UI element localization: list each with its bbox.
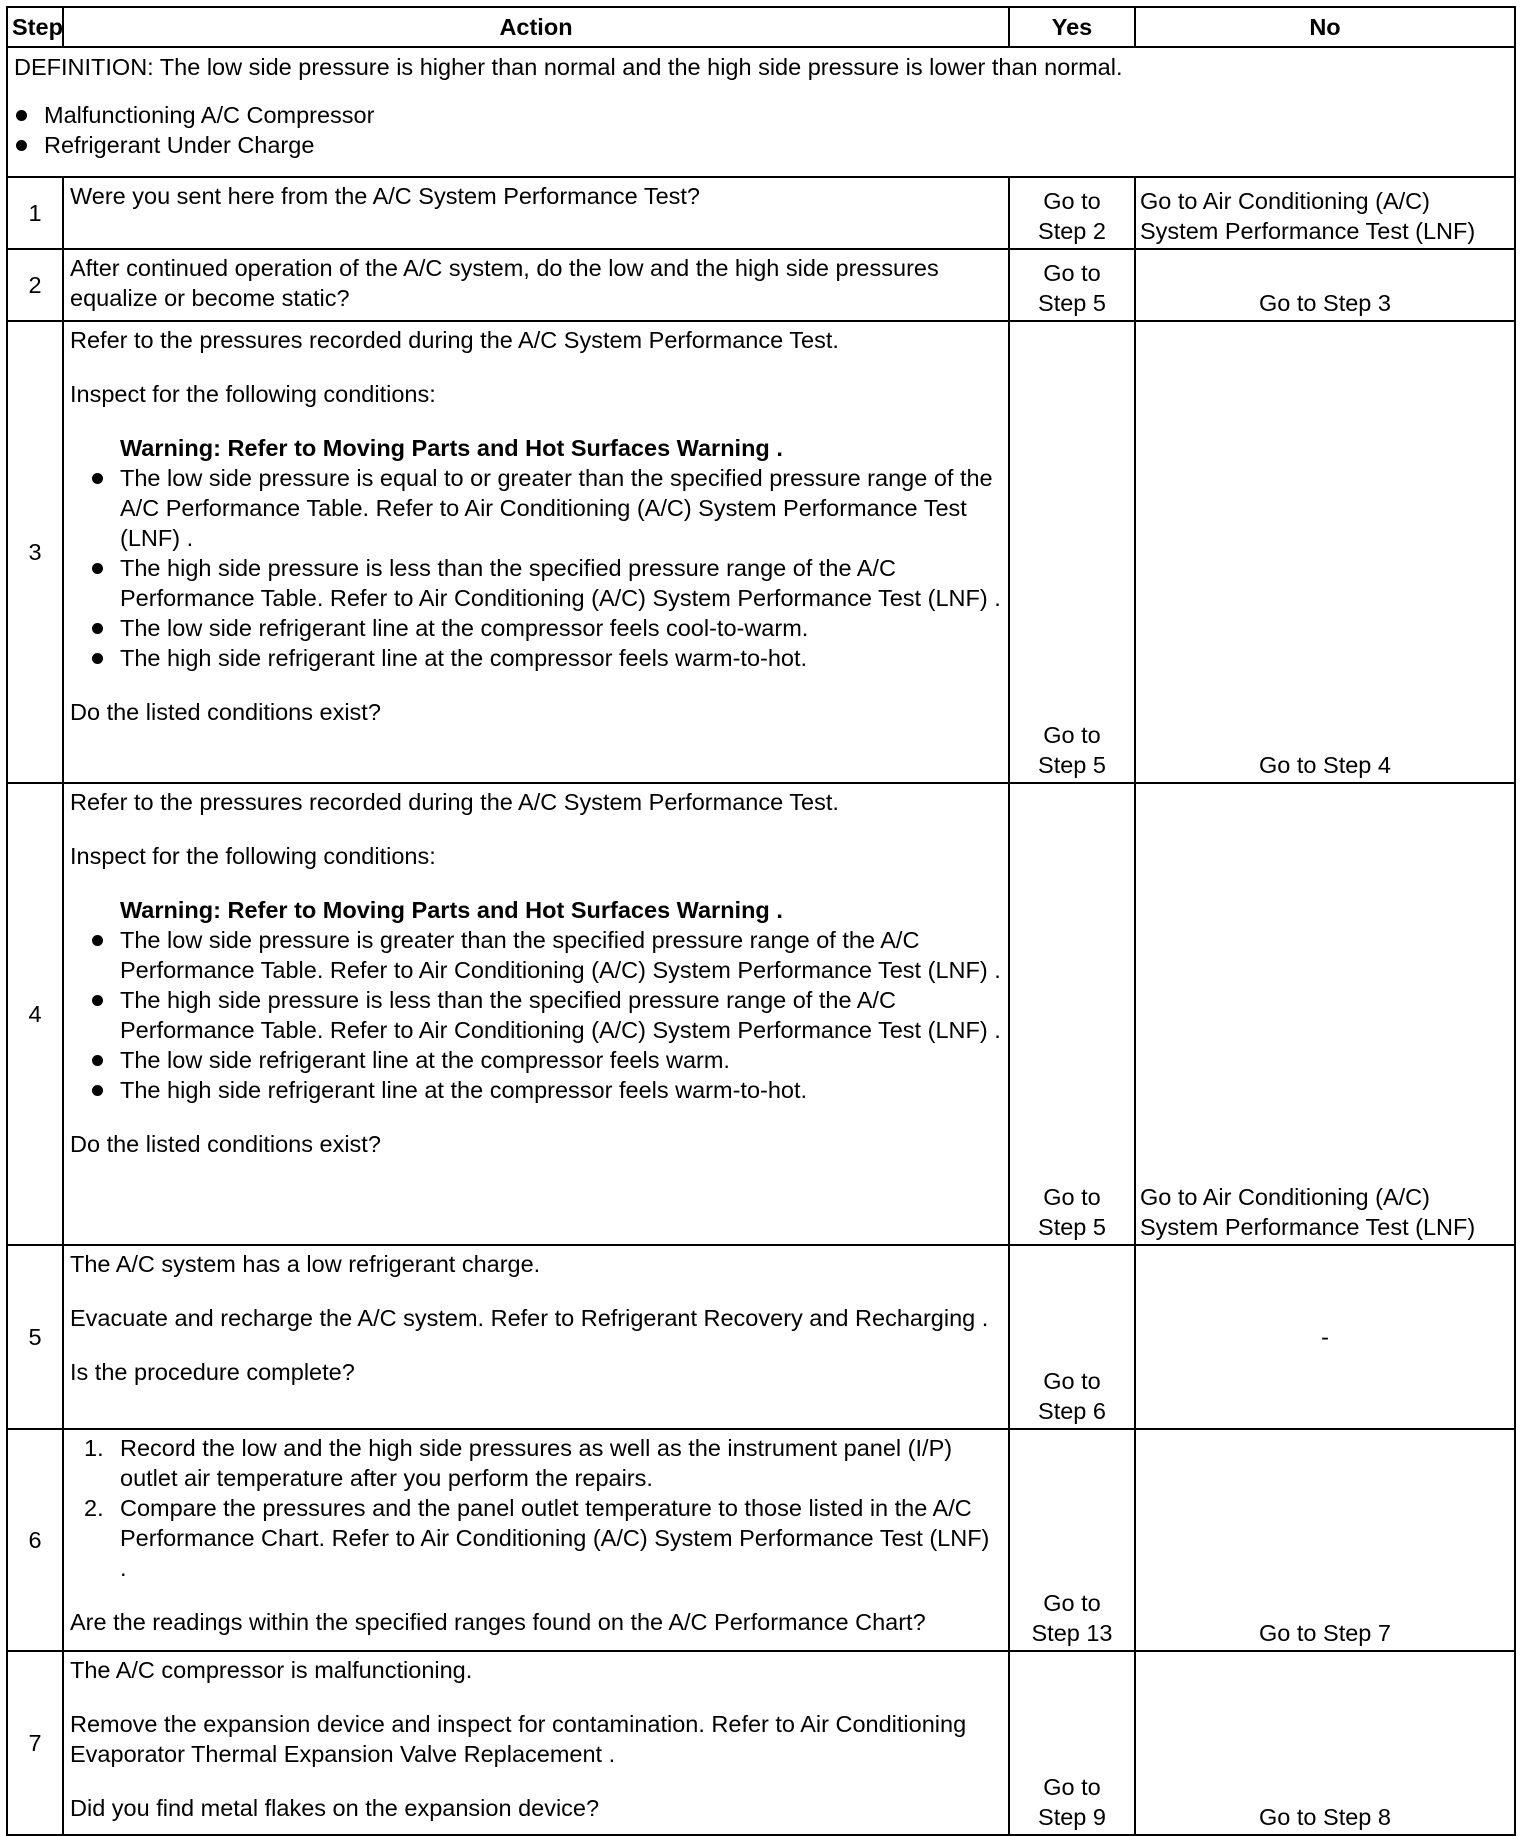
step-number: 4 [7, 783, 63, 1245]
no-link: Go to Step 3 [1259, 290, 1391, 316]
procedure-item-number: 1. [84, 1435, 104, 1461]
yes-go-to: Go to [1043, 188, 1101, 214]
step-action [63, 1429, 1009, 1651]
step-number: 2 [7, 249, 63, 321]
step-number: 6 [7, 1429, 63, 1651]
condition-list [70, 463, 1002, 673]
yes-cell [1009, 1429, 1135, 1651]
diagnostic-table [6, 6, 1516, 1836]
procedure-item [70, 1433, 1002, 1493]
header-no: No [1135, 7, 1515, 47]
cause-list [0, 100, 1508, 160]
warning-text: Warning: Refer to Moving Parts and Hot Surfaces Warning . [120, 435, 783, 461]
yes-step: Step 5 [1038, 290, 1106, 316]
no-cell [1135, 783, 1515, 1245]
definition-text: DEFINITION: The low side pressure is higher than normal and the high side pressure is lower than normal. [14, 54, 1123, 80]
header-row [7, 7, 1515, 47]
step-question: Is the procedure complete? [70, 1359, 355, 1385]
step-number: 1 [7, 177, 63, 249]
step-question: Do the listed conditions exist? [70, 1131, 381, 1157]
yes-step: Step 2 [1038, 218, 1106, 244]
step-intro: The A/C compressor is malfunctioning. [70, 1657, 473, 1683]
yes-step: Step 5 [1038, 1214, 1106, 1240]
step-question: After continued operation of the A/C system, do the low and the high side pressures equalize or become static? [70, 255, 939, 311]
yes-go-to: Go to [1043, 1774, 1101, 1800]
header-action: Action [63, 7, 1009, 47]
step-body: Remove the expansion device and inspect for contamination. Refer to Air Conditioning Evaporator Thermal Expansion Valve Replacement . [70, 1711, 967, 1767]
condition-item: The high side pressure is less than the specified pressure range of the A/C Performance Table. Refer to Air Conditioning (A/C) System Performance Test (LNF) . [70, 985, 1002, 1045]
yes-cell [1009, 1651, 1135, 1835]
step-number: 7 [7, 1651, 63, 1835]
no-link: Go to Step 8 [1259, 1804, 1391, 1830]
yes-cell [1009, 321, 1135, 783]
condition-item: The low side pressure is greater than the specified pressure range of the A/C Performance Table. Refer to Air Conditioning (A/C) System Performance Test (LNF) . [70, 925, 1002, 985]
step-inspect: Inspect for the following conditions: [70, 843, 436, 869]
procedure-item-number: 2. [84, 1495, 104, 1521]
step-question: Did you find metal flakes on the expansion device? [70, 1795, 600, 1821]
condition-list [70, 925, 1002, 1105]
step-number: 3 [7, 321, 63, 783]
condition-item: The high side pressure is less than the specified pressure range of the A/C Performance Table. Refer to Air Conditioning (A/C) System Performance Test (LNF) . [70, 553, 1002, 613]
step-question: Do the listed conditions exist? [70, 699, 381, 725]
yes-step: Step 5 [1038, 752, 1106, 778]
step-intro: Refer to the pressures recorded during the A/C System Performance Test. [70, 789, 839, 815]
condition-item: The low side pressure is equal to or greater than the specified pressure range of the A/C Performance Table. Refer to Air Conditioning (A/C) System Performance Test (LNF) . [70, 463, 1002, 553]
no-link: Go to Step 4 [1259, 752, 1391, 778]
diagnostic-document [6, 6, 1514, 1836]
header-step: Step [7, 7, 63, 47]
step-row-3 [7, 321, 1515, 783]
no-cell [1135, 177, 1515, 249]
step-inspect: Inspect for the following conditions: [70, 381, 436, 407]
no-cell [1135, 1651, 1515, 1835]
step-row-7 [7, 1651, 1515, 1835]
yes-cell [1009, 783, 1135, 1245]
step-row-5 [7, 1245, 1515, 1429]
step-number: 5 [7, 1245, 63, 1429]
header-yes: Yes [1009, 7, 1135, 47]
procedure-list [70, 1433, 1002, 1583]
yes-cell [1009, 177, 1135, 249]
procedure-item-text: Compare the pressures and the panel outlet temperature to those listed in the A/C Performance Chart. Refer to Air Conditioning (A/C) System Performance Test (LNF) . [120, 1495, 990, 1581]
step-action [63, 1245, 1009, 1429]
yes-step: Step 13 [1031, 1620, 1113, 1646]
no-dash: - [1321, 1324, 1329, 1350]
step-action [63, 249, 1009, 321]
no-cell [1135, 1429, 1515, 1651]
yes-go-to: Go to [1043, 722, 1101, 748]
condition-item: The low side refrigerant line at the compressor feels cool-to-warm. [70, 613, 1002, 643]
step-question: Are the readings within the specified ranges found on the A/C Performance Chart? [70, 1609, 926, 1635]
yes-go-to: Go to [1043, 1590, 1101, 1616]
yes-go-to: Go to [1043, 1368, 1101, 1394]
no-cell [1135, 249, 1515, 321]
condition-item: The high side refrigerant line at the compressor feels warm-to-hot. [70, 643, 1002, 673]
condition-item: The high side refrigerant line at the compressor feels warm-to-hot. [70, 1075, 1002, 1105]
yes-go-to: Go to [1043, 1184, 1101, 1210]
step-action [63, 177, 1009, 249]
step-row-2 [7, 249, 1515, 321]
warning-text: Warning: Refer to Moving Parts and Hot Surfaces Warning . [120, 897, 783, 923]
step-question: Were you sent here from the A/C System Performance Test? [70, 183, 700, 209]
yes-go-to: Go to [1043, 260, 1101, 286]
definition-row [7, 47, 1515, 177]
no-cell [1135, 1245, 1515, 1429]
step-action [63, 1651, 1009, 1835]
step-body: Evacuate and recharge the A/C system. Refer to Refrigerant Recovery and Recharging . [70, 1305, 989, 1331]
no-link-line2: System Performance Test (LNF) [1140, 1214, 1476, 1240]
yes-cell [1009, 249, 1135, 321]
no-link-line1: Go to Air Conditioning (A/C) [1140, 188, 1430, 214]
step-row-6 [7, 1429, 1515, 1651]
step-action [63, 321, 1009, 783]
no-link: Go to Step 7 [1259, 1620, 1391, 1646]
step-row-1 [7, 177, 1515, 249]
yes-step: Step 6 [1038, 1398, 1106, 1424]
definition-cell [7, 47, 1515, 177]
cause-item: Malfunctioning A/C Compressor [0, 100, 1508, 130]
no-link-line1: Go to Air Conditioning (A/C) [1140, 1184, 1430, 1210]
yes-cell [1009, 1245, 1135, 1429]
no-link-line2: System Performance Test (LNF) [1140, 218, 1476, 244]
condition-item: The low side refrigerant line at the compressor feels warm. [70, 1045, 1002, 1075]
procedure-item-text: Record the low and the high side pressures as well as the instrument panel (I/P) outlet air temperature after you perform the repairs. [120, 1435, 953, 1491]
step-row-4 [7, 783, 1515, 1245]
step-action [63, 783, 1009, 1245]
yes-step: Step 9 [1038, 1804, 1106, 1830]
cause-item: Refrigerant Under Charge [0, 130, 1508, 160]
no-cell [1135, 321, 1515, 783]
step-intro: Refer to the pressures recorded during the A/C System Performance Test. [70, 327, 839, 353]
step-intro: The A/C system has a low refrigerant charge. [70, 1251, 541, 1277]
procedure-item [70, 1493, 1002, 1583]
